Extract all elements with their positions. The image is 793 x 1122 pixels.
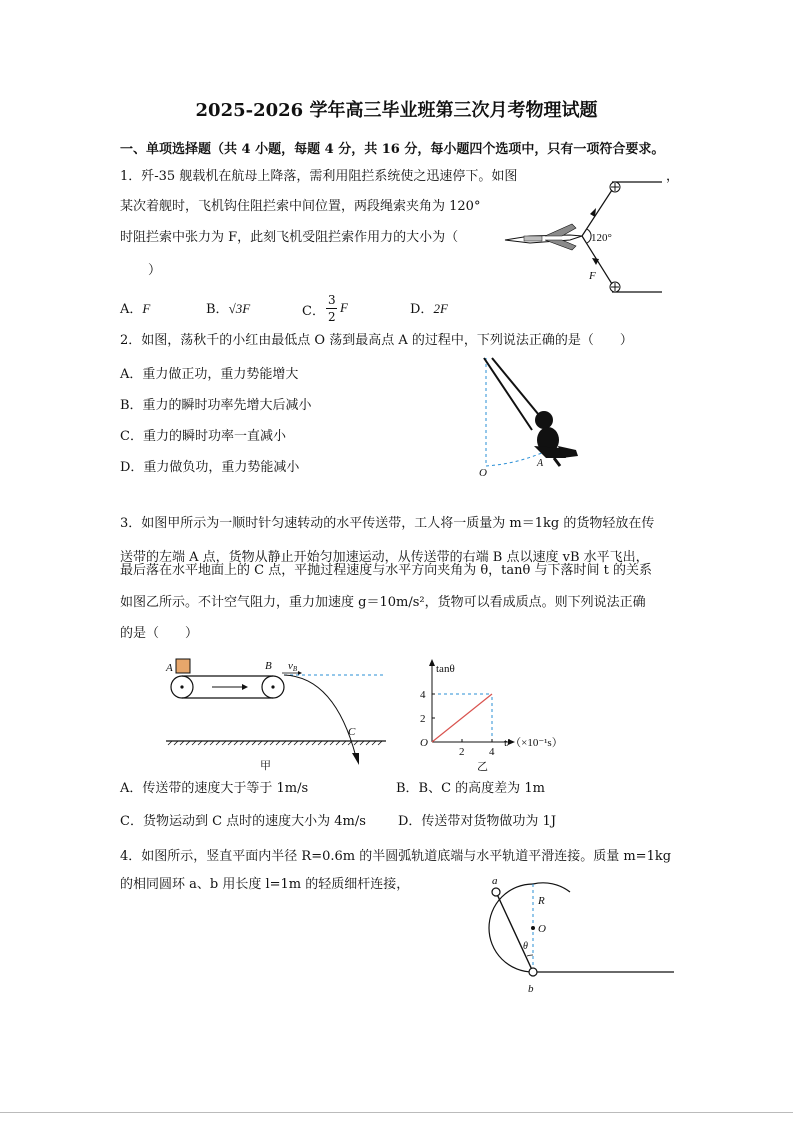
x-axis-label: t/（×10⁻¹s） xyxy=(504,737,563,749)
q1-line2: 某次着舰时，飞机钩住阻拦索中间位置，两段绳索夹角为 120° xyxy=(120,199,481,214)
q3-line2: 送带的左端 A 点，货物从静止开始匀加速运动，从传送带的右端 B 点以速度 vB 水平飞出， xyxy=(120,550,649,565)
q1-line1: 1．歼-35 舰载机在航母上降落，需利用阻拦系统使之迅速停下。如图 xyxy=(120,169,518,184)
y-axis-label: tanθ xyxy=(436,663,455,675)
y-axis-arrow-icon xyxy=(429,659,435,666)
q1-option-a: A．F xyxy=(120,301,151,317)
q4-line2: 的相同圆环 a、b 用长度 l=1m 的轻质细杆连接， xyxy=(120,877,410,892)
section-heading: 一、单项选择题（共 4 小题，每题 4 分，共 16 分，每小题四个选项中，只有一项符合要求。 xyxy=(120,142,665,157)
q3-line3: 最后落在水平地面上的 C 点，平抛过程速度与水平方向夹角为 θ，tanθ 与下落时间 t 的关系 xyxy=(120,563,652,578)
q1-line3: 时阻拦索中张力为 F，此刻飞机受阻拦索作用力的大小为（ xyxy=(120,230,459,245)
center-o-label: O xyxy=(538,923,546,935)
q1-comma: ， xyxy=(666,169,680,184)
fighter-jet-icon xyxy=(505,224,582,250)
figure-caption-jia: 甲 xyxy=(260,760,271,772)
point-b-label: B xyxy=(265,660,272,672)
velocity-vb-label: vB xyxy=(288,660,298,673)
q3-option-d: D．传送带对货物做功为 1J xyxy=(398,814,557,829)
center-point-o xyxy=(531,926,535,930)
ring-b-label: b xyxy=(528,983,534,995)
q1-angle-label: 120° xyxy=(591,232,612,244)
ring-b-icon xyxy=(529,968,537,976)
q3-figure-yi xyxy=(410,658,570,774)
point-a-label: A xyxy=(166,662,173,674)
page-bottom-rule xyxy=(0,1112,793,1113)
q2-stem: 2．如图，荡秋千的小红由最低点 O 荡到最高点 A 的过程中，下列说法正确的是（ ） xyxy=(120,333,633,348)
q2-option-c: C．重力的瞬时功率一直减小 xyxy=(120,429,286,444)
page-title: 2025-2026 学年高三毕业班第三次月考物理试题 xyxy=(195,100,598,121)
point-c-label: C xyxy=(348,726,356,738)
figure-caption-yi: 乙 xyxy=(477,761,488,773)
point-o-label: O xyxy=(479,467,487,479)
q2-option-a: A．重力做正功，重力势能增大 xyxy=(120,367,299,382)
y-tick-label-0: 2 xyxy=(420,713,426,725)
q1-force-label: F xyxy=(589,270,596,282)
x-tick-label-0: 2 xyxy=(459,746,465,758)
origin-label: O xyxy=(420,737,428,749)
q1-figure xyxy=(500,170,670,300)
y-tick-label-1: 4 xyxy=(420,689,426,701)
trajectory-arrow-icon xyxy=(352,753,359,765)
chart-plot-area xyxy=(420,689,495,758)
point-a-label: A xyxy=(537,458,544,469)
q3-line5: 的是（ ） xyxy=(120,626,199,641)
series-line xyxy=(432,694,492,742)
theta-label: θ xyxy=(523,941,528,952)
ring-a-label: a xyxy=(492,875,498,887)
q3-figure-jia xyxy=(160,655,392,775)
q2-option-b: B．重力的瞬时功率先增大后减小 xyxy=(120,398,312,413)
q1-option-d: D．2F xyxy=(410,301,448,317)
q1-option-b: B．√3F xyxy=(206,301,251,317)
q3-line4: 如图乙所示。不计空气阻力，重力加速度 g＝10m/s²，货物可以看成质点。则下列说法正确 xyxy=(120,595,646,610)
q2-figure xyxy=(474,354,594,480)
q4-figure xyxy=(480,872,680,998)
q4-line1: 4．如图所示，竖直平面内半径 R=0.6m 的半圆弧轨道底端与水平轨道平滑连接。质量 m=1kg xyxy=(120,849,672,864)
q2-option-d: D．重力做负功，重力势能减小 xyxy=(120,460,300,475)
tension-arrow-up-icon xyxy=(590,208,596,217)
q3-option-c: C．货物运动到 C 点时的速度大小为 4m/s xyxy=(120,814,366,829)
cargo-box-icon xyxy=(176,659,190,673)
q3-option-a: A．传送带的速度大于等于 1m/s xyxy=(120,781,309,796)
q3-option-b: B．B、C 的高度差为 1m xyxy=(396,781,545,796)
q3-line1: 3．如图甲所示为一顺时针匀速转动的水平传送带，工人将一质量为 m＝1kg 的货物轻放在传 xyxy=(120,516,655,531)
x-tick-label-1: 4 xyxy=(489,746,495,758)
q1-line4: ） xyxy=(148,263,162,278)
belt-direction-arrow-icon xyxy=(242,684,248,690)
light-rod xyxy=(496,892,533,972)
radius-label: R xyxy=(538,895,545,907)
ring-a-icon xyxy=(492,888,500,896)
